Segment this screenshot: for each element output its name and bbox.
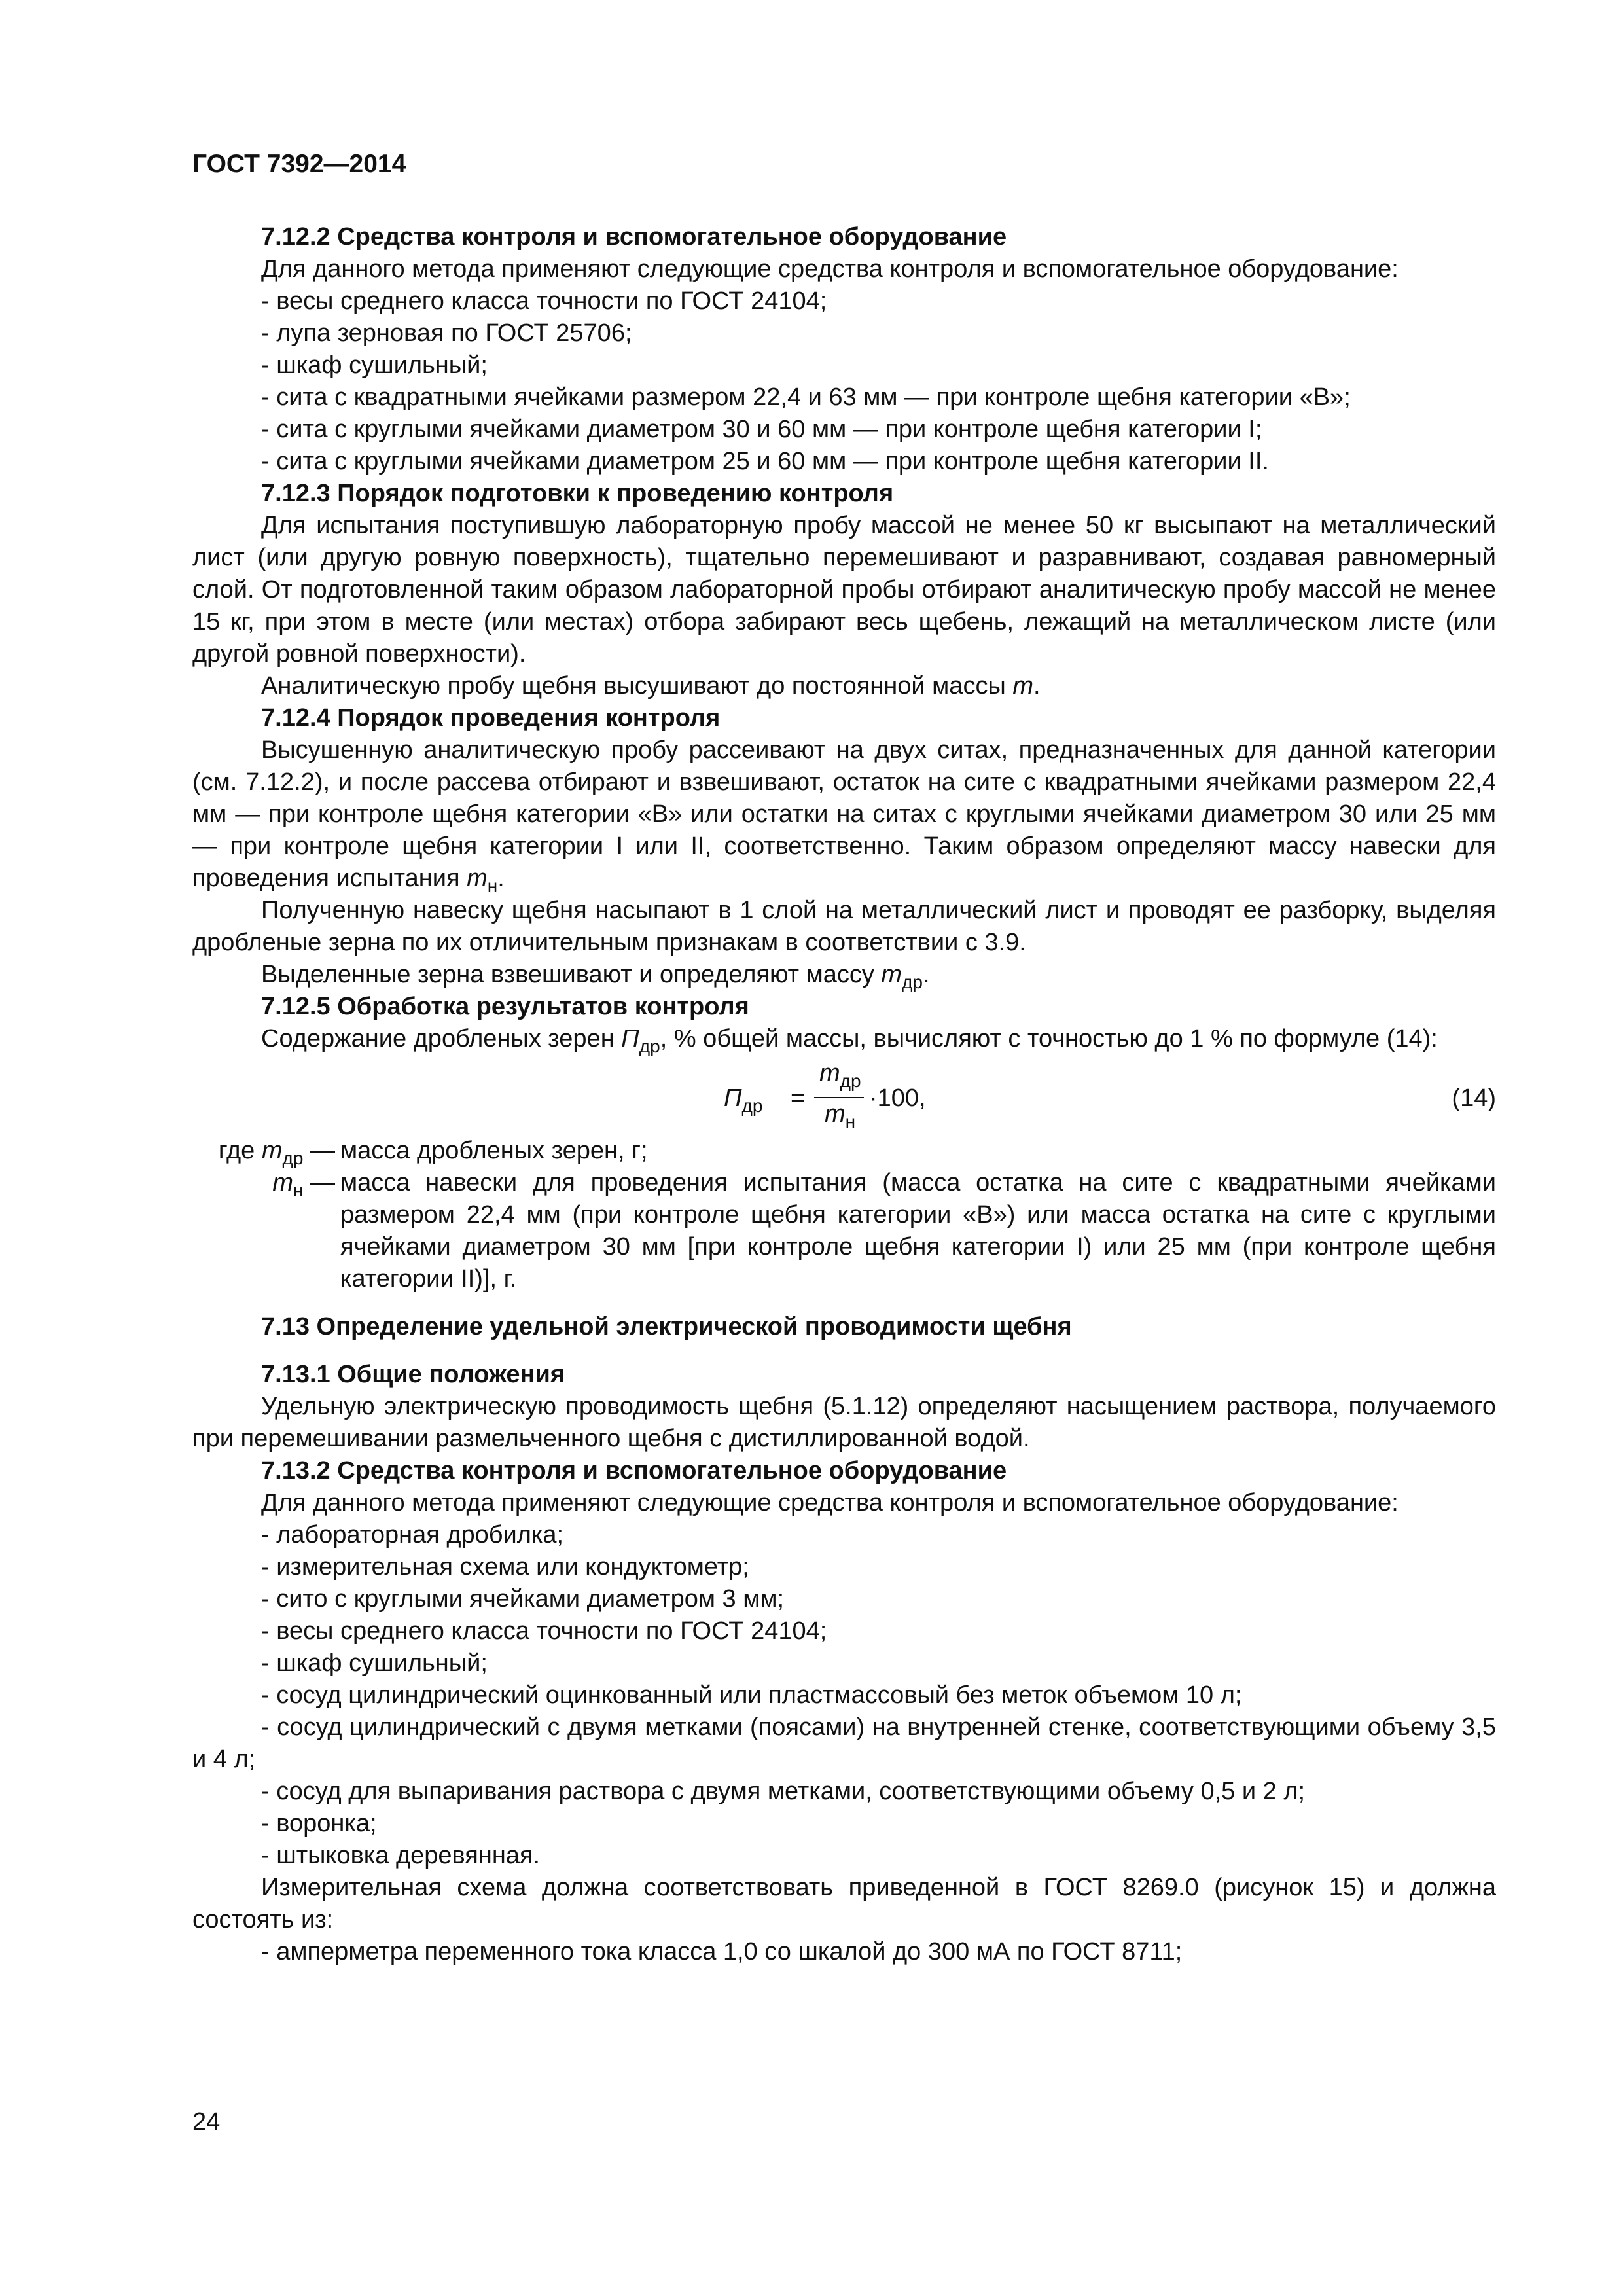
formula-denominator-subscript: н [845,1111,856,1132]
formula-lhs-subscript: др [741,1096,763,1116]
section-7-12-3-title: 7.12.3 Порядок подготовки к проведению контроля [261,480,894,507]
section-7-13-title: 7.13 Определение удельной электрической проводимости щебня [261,1313,1072,1340]
formula-numerator-symbol: m [819,1060,840,1087]
symbol-m: m [881,961,902,988]
formula-denominator [825,1098,855,1130]
definition-symbol-letter: m [261,1137,283,1164]
definition-dash: — [310,1137,335,1164]
list-item: - сита с квадратными ячейками размером 22,4 и 63 мм — при контроле щебня категории «В»; [261,384,1351,411]
formula-definitions [192,1135,1496,1295]
page-number: 24 [192,2108,221,2136]
formula-lhs-symbol: П [724,1085,742,1112]
definition-symbol [192,1167,340,1295]
section-7-12-2-intro: Для данного метода применяют следующие средства контроля и вспомогательное оборудование: [261,255,1399,283]
definition-symbol-subscript: др [282,1148,304,1168]
spacer [192,1343,1496,1359]
list-item: - сосуд цилиндрический с двумя метками (поясами) на внутренней стенке, соответствующими объему 3,5 и 4 л; [192,1713,1496,1773]
formula-14 [192,1055,1496,1135]
section-7-12-2-title: 7.12.2 Средства контроля и вспомогательное оборудование [261,223,1007,251]
paragraph: Для испытания поступившую лабораторную пробу массой не менее 50 кг высыпают на металлический лист (или другую ровную поверхность), тщательно перемешивают и разравнивают, создавая равномерный слой. От подготовленной таким образом лабораторной пробы отбирают аналитическую пробу массой не менее 15 кг, при этом в месте (или местах) отбора забирают весь щебень, лежащий на металлическом листе (или другой ровной поверхности). [192,512,1496,668]
symbol-subscript: н [487,876,498,896]
list-item: - измерительная схема или кондуктометр; [261,1553,749,1581]
list-item: - сито с круглыми ячейками диаметром 3 мм; [261,1585,785,1613]
formula-numerator-subscript: др [840,1071,861,1091]
formula-expression [724,1059,999,1131]
section-7-13-1-title: 7.13.1 Общие положения [261,1361,565,1388]
paragraph [192,1023,1496,1055]
definition-row [192,1167,1496,1295]
paragraph-end: . [1033,672,1041,700]
symbol-m: m [1012,672,1033,700]
list-item: - шкаф сушильный; [261,351,488,379]
list-item: - штыковка деревянная. [261,1842,541,1869]
paragraph-text: , % общей массы, вычисляют с точностью до 1 % по формуле (14): [660,1025,1438,1052]
paragraph: Удельную электрическую проводимость щебня (5.1.12) определяют насыщением раствора, получаемого при перемешивании размельченного щебня с дистиллированной водой. [192,1393,1496,1452]
list-item: - амперметра переменного тока класса 1,0 со шкалой до 300 мА по ГОСТ 8711; [261,1938,1183,1965]
formula-numerator [819,1058,861,1090]
spacer [192,1295,1496,1311]
list-item: - сосуд цилиндрический оцинкованный или пластмассовый без меток объемом 10 л; [261,1681,1242,1709]
list-item: - лабораторная дробилка; [261,1521,564,1549]
paragraph [192,734,1496,895]
list-item: - лупа зерновая по ГОСТ 25706; [261,319,632,347]
symbol-m: m [467,865,488,892]
list-item: - весы среднего класса точности по ГОСТ 24104; [261,1617,827,1645]
definition-row [192,1135,1496,1167]
paragraph-text: Содержание дробленых зерен [261,1025,622,1052]
formula-number: (14) [1452,1085,1496,1112]
paragraph-text: Выделенные зерна взвешивают и определяют массу [261,961,882,988]
definition-symbol-letter: m [272,1169,293,1196]
section-7-12-4-title: 7.12.4 Порядок проведения контроля [261,704,721,732]
list-item: - шкаф сушильный; [261,1649,488,1677]
list-item: - сосуд для выпаривания раствора с двумя метками, соответствующими объему 0,5 и 2 л; [261,1778,1306,1805]
symbol-subscript: др [902,972,923,992]
formula-equals: = [791,1085,806,1112]
paragraph [192,670,1496,702]
list-item: - весы среднего класса точности по ГОСТ 24104; [261,287,827,315]
definition-symbol [192,1135,340,1167]
document-code-header: ГОСТ 7392—2014 [192,150,406,178]
where-word: где [218,1137,255,1164]
paragraph: Измерительная схема должна соответствовать приведенной в ГОСТ 8269.0 (рисунок 15) и должна состоять из: [192,1874,1496,1933]
symbol-subscript: др [639,1036,660,1056]
paragraph-end: . [922,961,930,988]
list-item: - сита с круглыми ячейками диаметром 25 и 60 мм — при контроле щебня категории II. [261,448,1269,475]
formula-denominator-symbol: m [825,1100,846,1128]
section-7-12-5-title: 7.12.5 Обработка результатов контроля [261,993,749,1020]
paragraph [192,959,1496,991]
paragraph-text: Аналитическую пробу щебня высушивают до постоянной массы [261,672,1013,700]
definition-dash: — [310,1169,335,1196]
document-body [192,221,1496,1968]
definition-text: масса дробленых зерен, г; [340,1137,648,1164]
formula-lhs [724,1083,762,1115]
section-7-13-2-title: 7.13.2 Средства контроля и вспомогательное оборудование [261,1457,1007,1484]
definition-text: масса навески для проведения испытания (масса остатка на сите с квадратными ячейками размером 22,4 мм (при контроле щебня категории «В») или масса остатка на сите с круглыми ячейками диаметром 30 мм [при контроле щебня категории I) или 25 мм (при контроле щебня категории II)], г. [340,1169,1496,1293]
list-item: - воронка; [261,1810,377,1837]
formula-multiplier: ·100, [869,1085,926,1112]
list-item: - сита с круглыми ячейками диаметром 30 и 60 мм — при контроле щебня категории I; [261,416,1262,443]
paragraph-text: Высушенную аналитическую пробу рассеивают на двух ситах, предназначенных для данной категории (см. 7.12.2), и после рассева отбирают и взвешивают, остаток на сите с квадратными ячейками размером 22,4 мм — при контроле щебня категории «В» или остатки на ситах с круглыми ячейками диаметром 30 или 25 мм — при контроле щебня категории I или II, соответственно. Таким образом определяют массу навески для проведения испытания [192,736,1496,892]
section-7-13-2-intro: Для данного метода применяют следующие средства контроля и вспомогательное оборудование: [261,1489,1399,1516]
definition-symbol-subscript: н [293,1180,304,1200]
symbol-p: П [621,1025,639,1052]
paragraph-end: . [497,865,505,892]
paragraph: Полученную навеску щебня насыпают в 1 слой на металлический лист и проводят ее разборку, выделяя дробленые зерна по их отличительным признакам в соответствии с 3.9. [192,897,1496,956]
